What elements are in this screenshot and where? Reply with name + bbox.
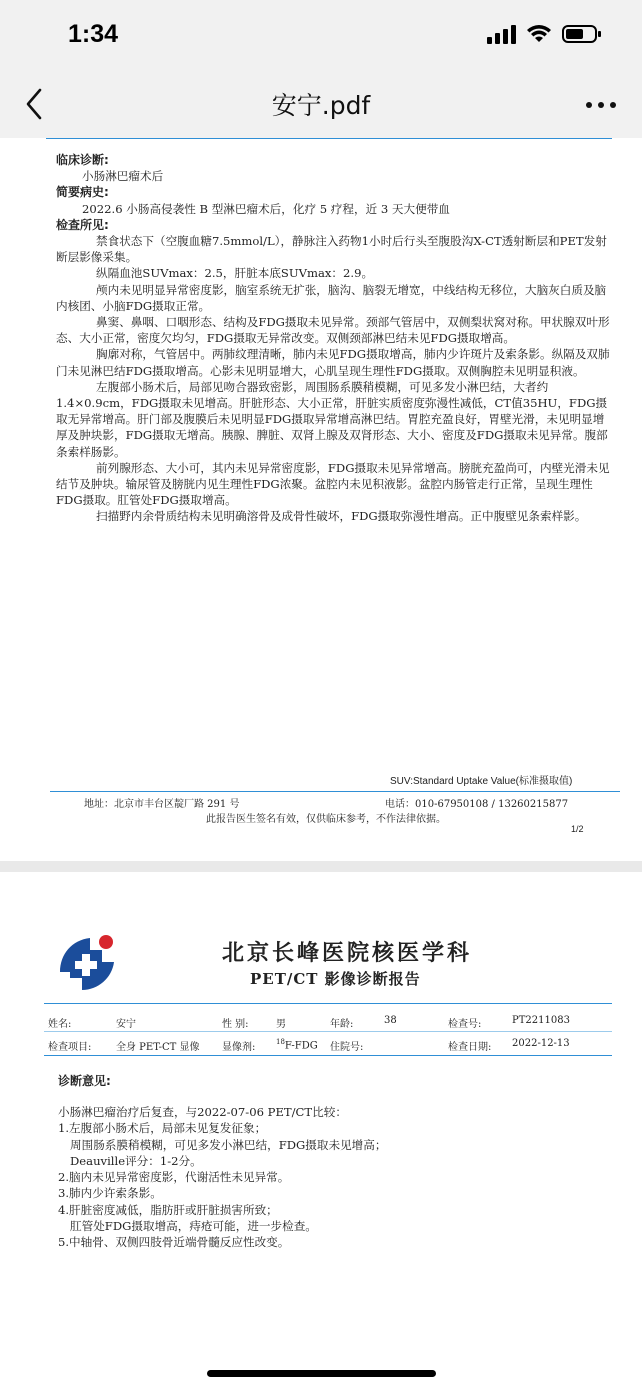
report-title: PET/CT 影像诊断报告 [250, 970, 421, 988]
info-bottom-rule [44, 1055, 612, 1056]
finding-paragraph: 前列腺形态、大小可，其内未见异常密度影，FDG摄取未见异常增高。膀胱充盈尚可，内壁光滑未见结节及肿块。输尿管及膀胱内见生理性FDG浓聚。盆腔内未见积液影。盆腔内肠管走行正常，呈现生理性FDG摄取。肛管处FDG摄取增高。 [56, 460, 610, 508]
footer-phone: 电话：010-67950108 / 13260215877 [385, 799, 569, 810]
tracer [276, 1038, 318, 1051]
more-dot-icon [610, 102, 616, 108]
page-number: 1/2 [571, 824, 584, 834]
pdf-page-2 [0, 872, 642, 1389]
battery-icon [562, 24, 602, 44]
diagnosis-line: 3.肺内少许索条影。 [58, 1186, 162, 1201]
diagnosis-text [58, 1104, 386, 1251]
suv-note: SUV:Standard Uptake Value(标准摄取值) [390, 776, 573, 787]
more-dot-icon [586, 102, 592, 108]
hospital-logo-icon [56, 932, 118, 992]
hospital-name: 北京长峰医院核医学科 [222, 940, 473, 966]
exam-date-label: 检查日期: [448, 1042, 492, 1053]
diagnosis-label: 诊断意见: [58, 1074, 111, 1088]
diagnosis-line: 周围肠系膜稍模糊，可见多发小淋巴结，FDG摄取未见增高； [70, 1137, 387, 1152]
info-divider [44, 1031, 612, 1032]
top-rule [46, 138, 612, 139]
inpatient-label: 住院号: [330, 1042, 364, 1053]
diagnosis-line: 5.中轴骨、双侧四肢骨近端骨髓反应性改变。 [58, 1235, 290, 1250]
exam-no-label: 检查号: [448, 1019, 482, 1030]
age-label: 年龄: [330, 1019, 354, 1030]
wifi-icon [526, 24, 552, 44]
patient-sex: 男 [276, 1019, 286, 1030]
exam-item: 全身 PET-CT 显像 [116, 1042, 200, 1053]
finding-paragraph: 左腹部小肠术后，局部见吻合器致密影，周围肠系膜稍模糊，可见多发小淋巴结，大者约1.4×0.9cm，FDG摄取未见增高。肝脏形态、大小正常，肝脏实质密度弥漫性减低，CT值35HU，FDG摄取无异常增高。肝门部及腹膜后未见明显FDG摄取异常增高淋巴结。胃腔充盈良好，胃壁光滑，未见明显增厚及肿块影，FDG摄取无增高。胰腺、脾脏、双肾上腺及双肾形态、大小、密度及FDG摄取未见异常。腹部条索样肠影。 [56, 379, 608, 459]
tracer-label: 显像剂: [222, 1042, 256, 1053]
history-text: 2022.6 小肠高侵袭性 B 型淋巴瘤术后，化疗 5 疗程，近 3 天大便带血 [82, 201, 450, 216]
cellular-signal-icon [486, 24, 516, 44]
nav-bar [0, 72, 642, 138]
diagnosis-line: Deauville评分：1-2分。 [70, 1153, 202, 1168]
status-bar [0, 0, 642, 72]
document-title: 安宁.pdf [271, 91, 371, 120]
clinical-diagnosis-label: 临床诊断: [56, 153, 109, 167]
patient-name: 安宁 [116, 1019, 136, 1030]
more-dot-icon [598, 102, 604, 108]
more-options-button[interactable] [586, 102, 616, 108]
name-label: 姓名: [48, 1019, 72, 1030]
exam-date: 2022-12-13 [512, 1038, 570, 1049]
status-time: 1:34 [68, 20, 119, 48]
footer-disclaimer: 此报告医生签名有效，仅供临床参考，不作法律依据。 [206, 814, 446, 825]
patient-age: 38 [384, 1015, 397, 1026]
finding-paragraph: 纵隔血池SUVmax：2.5，肝脏本底SUVmax：2.9。 [96, 266, 374, 281]
diagnosis-line: 1.左腹部小肠术后，局部未见复发征象； [58, 1121, 267, 1136]
diagnosis-line: 2.脑内未见异常密度影，代谢活性未见异常。 [58, 1170, 290, 1185]
report-content [56, 152, 612, 525]
diagnosis-line: 小肠淋巴瘤治疗后复查，与2022-07-06 PET/CT比较： [58, 1105, 347, 1119]
finding-paragraph: 鼻窦、鼻咽、口咽形态、结构及FDG摄取未见异常。颈部气管居中，双侧梨状窝对称。甲状腺双叶形态、大小正常，密度欠均匀，FDG摄取无异常改变。双侧颈部淋巴结未见FDG摄取增高。 [56, 315, 610, 346]
footer-address: 地址：北京市丰台区靛厂路 291 号 [84, 799, 240, 810]
clinical-diagnosis: 小肠淋巴瘤术后 [82, 169, 164, 184]
finding-paragraph: 禁食状态下（空腹血糖7.5mmol/L），静脉注入药物1小时后行头至腹股沟X-CT透射断层和PET发射断层影像采集。 [56, 234, 607, 265]
exam-item-label: 检查项目: [48, 1042, 92, 1053]
finding-paragraph: 扫描野内余骨质结构未见明确溶骨及成骨性破坏，FDG摄取弥漫性增高。正中腹壁见条索样影。 [96, 509, 587, 524]
finding-paragraph: 颅内未见明显异常密度影，脑室系统无扩张，脑沟、脑裂无增宽，中线结构无移位，大脑灰白质及脑内核团、小脑FDG摄取正常。 [56, 282, 607, 313]
diagnosis-line: 4.肝脏密度减低，脂肪肝或肝脏损害所致； [58, 1202, 278, 1217]
sex-label: 性 别: [222, 1019, 249, 1030]
finding-paragraph: 胸廓对称，气管居中。两肺纹理清晰，肺内未见FDG摄取增高，肺内少许斑片及索条影。纵隔及双肺门未见淋巴结FDG摄取增高。心影未见明显增大，心肌呈现生理性FDG摄取。双侧胸腔未见明显积液。 [56, 347, 610, 378]
pdf-page-1 [0, 138, 642, 861]
tracer-name: F-FDG [284, 1040, 318, 1052]
diagnosis-line: 肛管处FDG摄取增高，痔疮可能，进一步检查。 [70, 1219, 317, 1234]
header-rule [44, 1003, 612, 1004]
history-label: 简要病史: [56, 185, 109, 200]
findings-label: 检查所见: [56, 217, 109, 232]
status-icons [486, 24, 602, 44]
footer-rule [50, 791, 620, 792]
exam-no: PT2211083 [512, 1015, 570, 1026]
home-indicator[interactable] [207, 1370, 436, 1377]
tracer-isotope: 18 [276, 1038, 285, 1046]
